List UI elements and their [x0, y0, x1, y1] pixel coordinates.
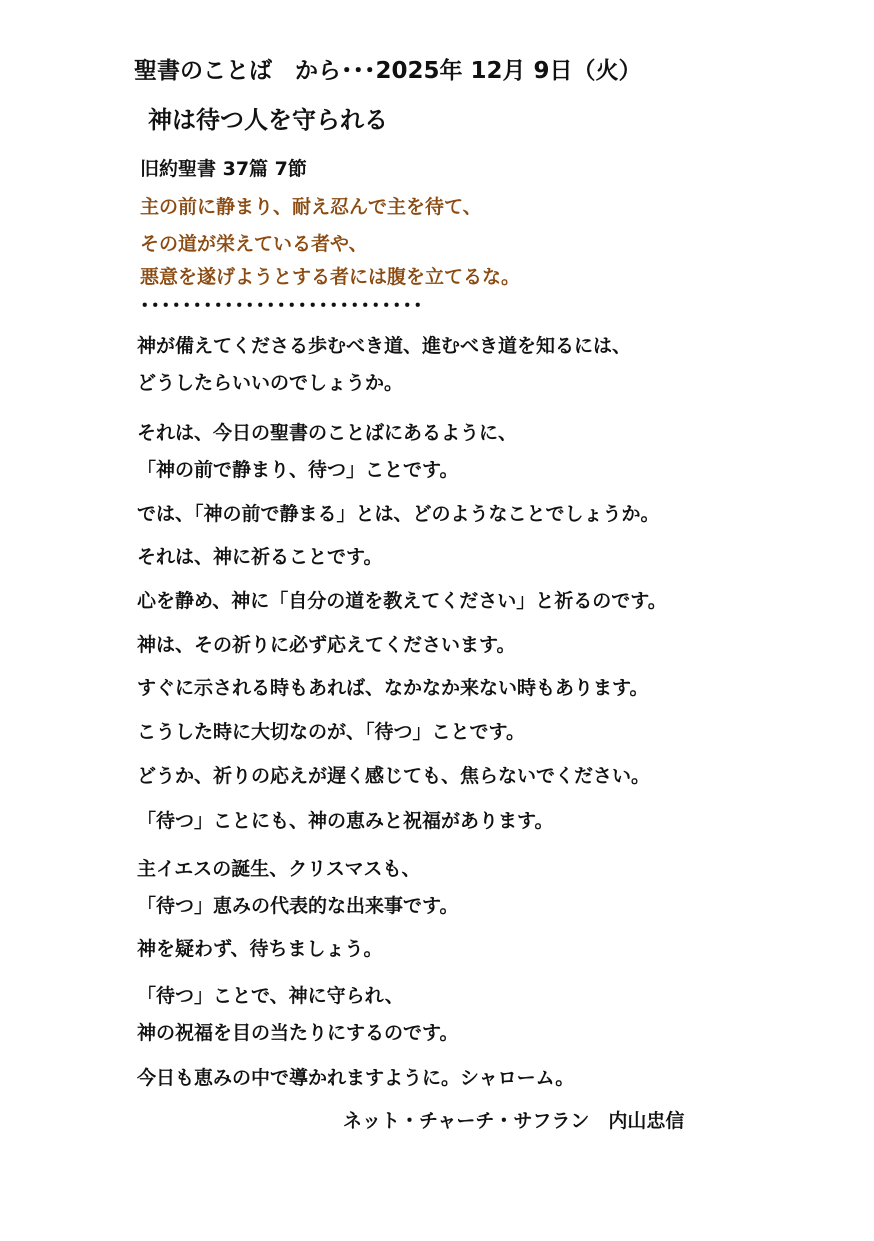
body-line: どうしたらいいのでしょうか。 [137, 372, 404, 394]
dotted-separator: ･･･････････････････････････ [140, 295, 424, 317]
body-line: 神が備えてくださる歩むべき道、進むべき道を知るには、 [137, 335, 632, 357]
header-date-line: 聖書のことば から･･･2025年 12月 9日（火） [134, 58, 642, 84]
body-line: 「待つ」恵みの代表的な出来事です。 [137, 895, 459, 917]
body-line: 主イエスの誕生、クリスマスも、 [137, 858, 421, 880]
verse-line: 主の前に静まり、耐え忍んで主を待て、 [140, 196, 482, 218]
verse-line: 悪意を遂げようとする者には腹を立てるな。 [140, 266, 521, 288]
body-line: 「神の前で静まり、待つ」ことです。 [137, 459, 459, 481]
body-line: 神の祝福を目の当たりにするのです。 [137, 1022, 459, 1044]
body-line: すぐに示される時もあれば、なかなか来ない時もあります。 [137, 677, 649, 699]
signature: ネット・チャーチ・サフラン 内山忠信 [343, 1110, 685, 1132]
scripture-reference: 旧約聖書 37篇 7節 [140, 158, 307, 180]
body-line: どうか、祈りの応えが遅く感じても、焦らないでください。 [137, 765, 651, 787]
body-line: それは、今日の聖書のことばにあるように、 [137, 422, 518, 444]
body-line: それは、神に祈ることです。 [137, 546, 383, 568]
page-title: 神は待つ人を守られる [148, 106, 388, 134]
body-line: では、「神の前で静まる」とは、どのようなことでしょうか。 [137, 503, 660, 525]
body-line: 今日も恵みの中で導かれますように。シャローム。 [137, 1067, 575, 1089]
body-line: 「待つ」ことにも、神の恵みと祝福があります。 [137, 810, 554, 832]
body-line: 心を静め、神に「自分の道を教えてください」と祈るのです。 [137, 590, 667, 612]
body-line: 「待つ」ことで、神に守られ、 [137, 985, 404, 1007]
body-line: 神を疑わず、待ちましょう。 [137, 938, 383, 960]
body-line: 神は、その祈りに必ず応えてくださいます。 [137, 634, 516, 656]
verse-line: その道が栄えている者や、 [140, 233, 368, 255]
body-line: こうした時に大切なのが、「待つ」ことです。 [137, 721, 525, 743]
